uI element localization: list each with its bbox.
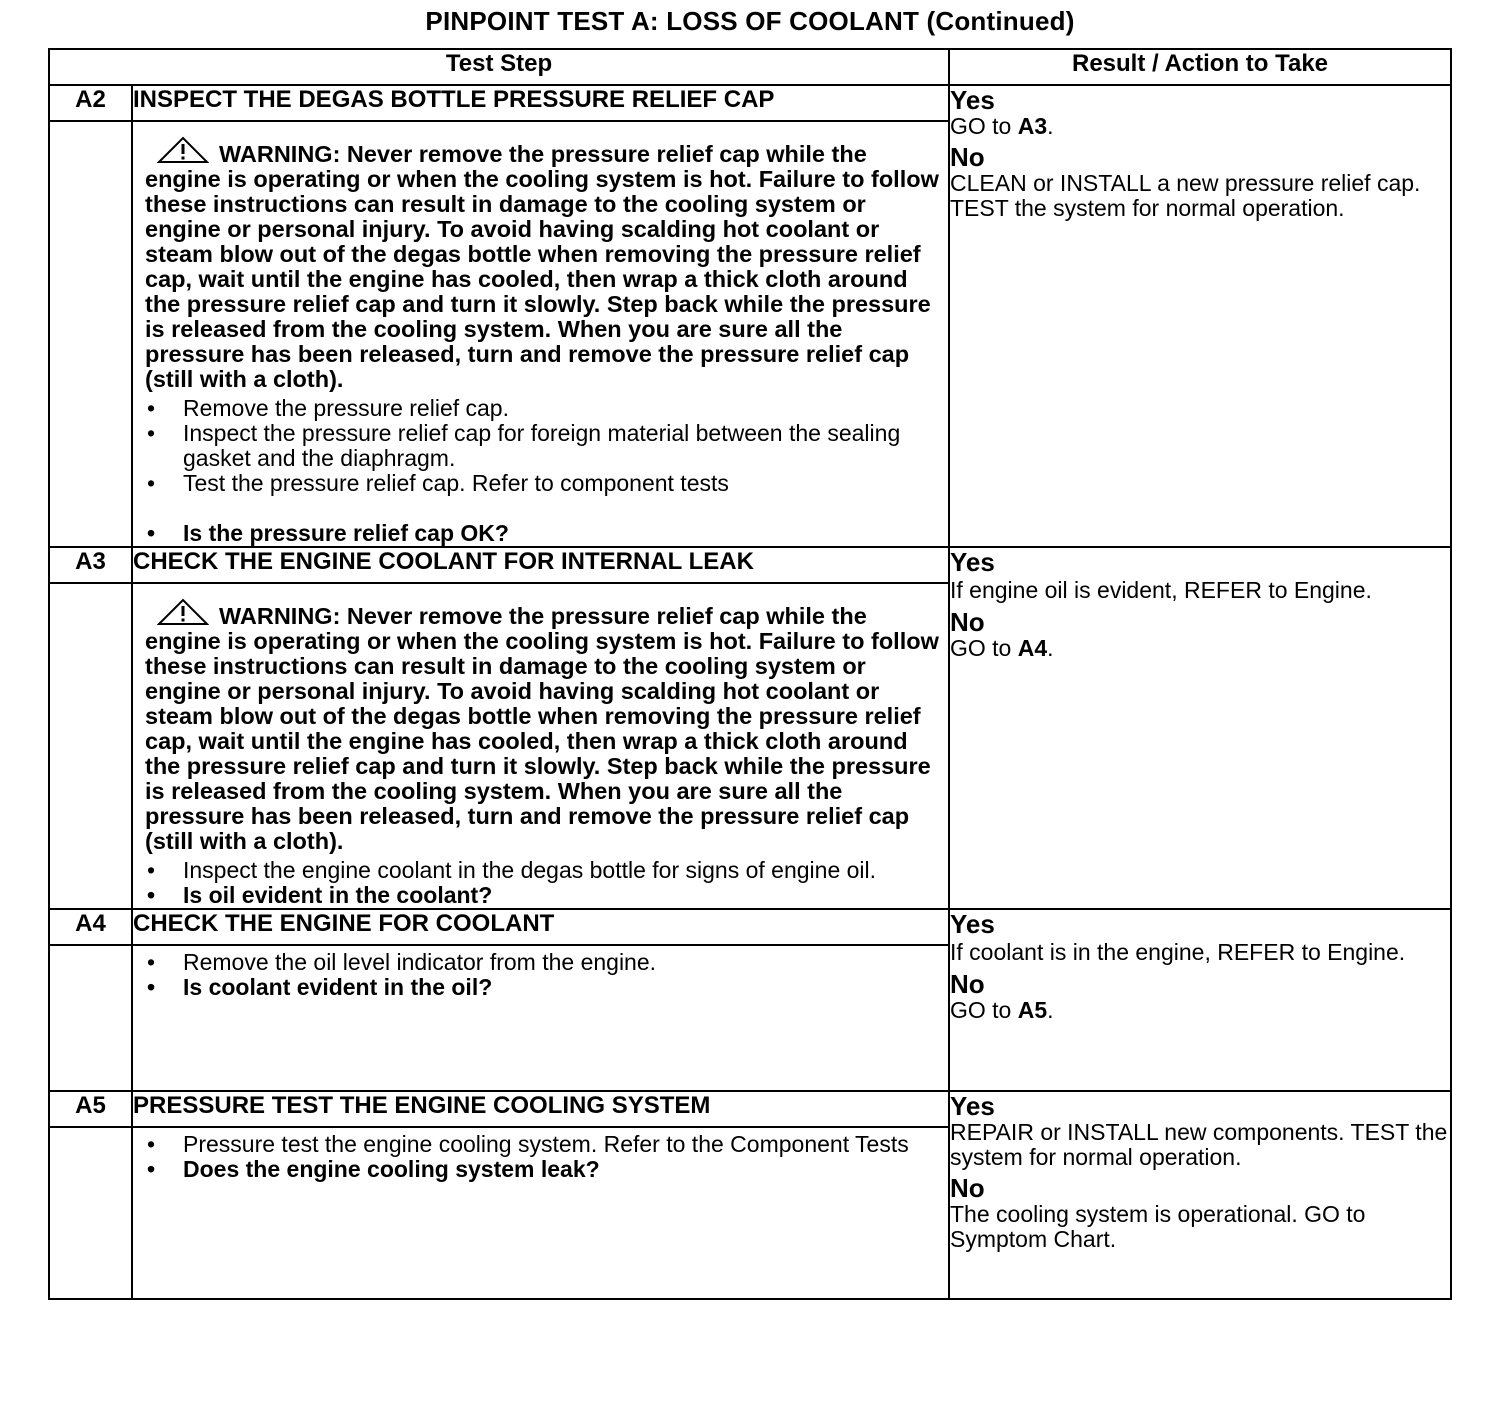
list-item: • Is the pressure relief cap OK?: [145, 521, 948, 546]
step-a5-result: [949, 1091, 1451, 1299]
list-item: • Does the engine cooling system leak?: [145, 1157, 928, 1182]
step-a3-result: [949, 547, 1451, 909]
step-a3-bullets: [145, 858, 948, 908]
yes-action: If coolant is in the engine, REFER to Engine.: [950, 939, 1406, 965]
step-a5-bullets: [145, 1132, 928, 1182]
step-id-blank: [49, 945, 132, 1091]
list-item: • Inspect the engine coolant in the degas bottle for signs of engine oil.: [145, 858, 948, 883]
yes-label: Yes: [950, 547, 995, 577]
no-label: No: [950, 607, 985, 637]
no-label: No: [950, 142, 985, 172]
step-a5-title-row: [49, 1091, 1451, 1127]
table-header-row: [49, 49, 1451, 85]
yes-label: Yes: [950, 1091, 995, 1121]
step-a4-bullets: [145, 950, 928, 1000]
step-a5-body: [132, 1127, 949, 1299]
no-action: GO to A4.: [950, 635, 1054, 661]
warning-body: the engine is operating or when the cooling system is hot. Failure to follow these instructions can result in damage to the cooling system or engine or personal injury. To avoid having scalding hot coolant or steam blow out of the degas bottle when removing the pressure relief cap, wait until the engine has cooled, then wrap a thick cloth around the pressure relief cap and turn it slowly. Step back while the pressure is released from the cooling system. When you are sure all the pressure has been released, turn and remove the pressure relief cap (still with a cloth).: [145, 603, 939, 854]
step-a4-body: [132, 945, 949, 1091]
yes-label: Yes: [950, 85, 995, 115]
step-id-blank: [49, 583, 132, 909]
list-item: • Inspect the pressure relief cap for foreign material between the sealing gasket and the diaphragm.: [145, 421, 948, 471]
page-title: PINPOINT TEST A: LOSS OF COOLANT (Continued): [425, 6, 1075, 36]
step-a2-body: [132, 121, 949, 547]
warning-body: the engine is operating or when the cooling system is hot. Failure to follow these instructions can result in damage to the cooling system or engine or personal injury. To avoid having scalding hot coolant or steam blow out of the degas bottle when removing the pressure relief cap, wait until the engine has cooled, then wrap a thick cloth around the pressure relief cap and turn it slowly. Step back while the pressure is released from the cooling system. When you are sure all the pressure has been released, turn and remove the pressure relief cap (still with a cloth).: [145, 141, 939, 392]
step-title: CHECK THE ENGINE FOR COOLANT: [132, 909, 949, 945]
yes-label: Yes: [950, 909, 995, 939]
step-a2-result: [949, 85, 1451, 547]
list-item: • Test the pressure relief cap. Refer to component tests: [145, 471, 948, 496]
step-id: A4: [49, 909, 132, 945]
step-a3-body: [132, 583, 949, 909]
step-id-blank: [49, 1127, 132, 1299]
step-a4-result: [949, 909, 1451, 1091]
warning-lead: WARNING: Never remove the pressure relief cap while: [219, 141, 825, 167]
warning-lead: WARNING: Never remove the pressure relief cap while: [219, 603, 825, 629]
no-label: No: [950, 969, 985, 999]
list-item: • Remove the pressure relief cap.: [145, 396, 948, 421]
step-title: INSPECT THE DEGAS BOTTLE PRESSURE RELIEF CAP: [132, 85, 949, 121]
step-title: PRESSURE TEST THE ENGINE COOLING SYSTEM: [132, 1091, 949, 1127]
list-item: • Is coolant evident in the oil?: [145, 975, 928, 1000]
warning-triangle-icon: [157, 136, 209, 164]
step-a4-title-row: [49, 909, 1451, 945]
yes-action: GO to A3.: [950, 113, 1054, 139]
no-action: GO to A5.: [950, 997, 1054, 1023]
no-label: No: [950, 1173, 985, 1203]
step-id-blank: [49, 121, 132, 547]
list-item: • Remove the oil level indicator from the engine.: [145, 950, 928, 975]
yes-action: If engine oil is evident, REFER to Engine.: [950, 577, 1372, 603]
no-action: The cooling system is operational. GO to Symptom Chart.: [950, 1201, 1366, 1252]
step-id: A2: [49, 85, 132, 121]
step-id: A5: [49, 1091, 132, 1127]
step-a2-title-row: [49, 85, 1451, 121]
no-action: CLEAN or INSTALL a new pressure relief cap. TEST the system for normal operation.: [950, 170, 1421, 221]
step-id: A3: [49, 547, 132, 583]
header-result: Result / Action to Take: [949, 49, 1451, 85]
step-title: CHECK THE ENGINE COOLANT FOR INTERNAL LEAK: [132, 547, 949, 583]
pinpoint-test-table: [48, 48, 1452, 1300]
yes-action: REPAIR or INSTALL new components. TEST the system for normal operation.: [950, 1119, 1448, 1170]
warning-block: [145, 136, 948, 392]
warning-triangle-icon: [157, 598, 209, 626]
step-a3-title-row: [49, 547, 1451, 583]
header-test-step: Test Step: [49, 49, 949, 85]
list-item: • Pressure test the engine cooling system. Refer to the Component Tests: [145, 1132, 928, 1157]
list-item: • Is oil evident in the coolant?: [145, 883, 948, 908]
warning-block: [145, 598, 948, 854]
step-a2-bullets: [145, 396, 948, 546]
